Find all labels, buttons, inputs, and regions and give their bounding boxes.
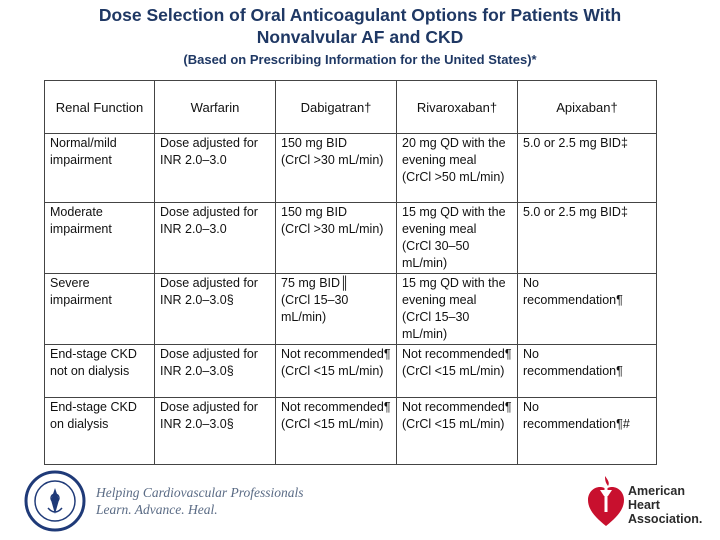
cell-apixaban: 5.0 or 2.5 mg BID‡ xyxy=(518,203,657,274)
title-line-2: Nonvalvular AF and CKD xyxy=(256,27,464,47)
dose-table xyxy=(44,80,657,465)
cell-dabigatran: Not recommended¶ (CrCl <15 mL/min) xyxy=(276,398,397,465)
aha-wordmark xyxy=(628,484,702,526)
acc-tagline-line-1: Helping Cardiovascular Professionals xyxy=(96,485,304,500)
cell-apixaban: No recommendation¶ xyxy=(518,274,657,345)
table-row xyxy=(45,398,657,465)
header-row xyxy=(45,81,657,134)
cell-rivaroxaban: 15 mg QD with the evening meal (CrCl 30–50 mL/min) xyxy=(397,203,518,274)
cell-warfarin: Dose adjusted for INR 2.0–3.0 xyxy=(155,203,276,274)
acc-tagline xyxy=(96,484,304,518)
cell-dabigatran: 75 mg BID║ (CrCl 15–30 mL/min) xyxy=(276,274,397,345)
cell-apixaban: 5.0 or 2.5 mg BID‡ xyxy=(518,134,657,203)
cell-warfarin: Dose adjusted for INR 2.0–3.0§ xyxy=(155,398,276,465)
header-apixaban: Apixaban† xyxy=(518,81,657,134)
acc-tagline-line-2: Learn. Advance. Heal. xyxy=(96,502,218,517)
aha-line-1: American xyxy=(628,484,685,498)
header-dabigatran: Dabigatran† xyxy=(276,81,397,134)
aha-line-2: Heart xyxy=(628,498,660,512)
cell-apixaban: No recommendation¶ xyxy=(518,345,657,398)
cell-rivaroxaban: 20 mg QD with the evening meal (CrCl >50 mL/min) xyxy=(397,134,518,203)
header-warfarin: Warfarin xyxy=(155,81,276,134)
cell-warfarin: Dose adjusted for INR 2.0–3.0§ xyxy=(155,274,276,345)
table-row xyxy=(45,345,657,398)
cell-dabigatran: 150 mg BID (CrCl >30 mL/min) xyxy=(276,203,397,274)
cell-rivaroxaban: Not recommended¶ (CrCl <15 mL/min) xyxy=(397,345,518,398)
header-rivaroxaban: Rivaroxaban† xyxy=(397,81,518,134)
slide-title xyxy=(0,4,720,48)
cell-warfarin: Dose adjusted for INR 2.0–3.0§ xyxy=(155,345,276,398)
cell-warfarin: Dose adjusted for INR 2.0–3.0 xyxy=(155,134,276,203)
cell-renal: Severe impairment xyxy=(45,274,155,345)
cell-renal: End-stage CKD on dialysis xyxy=(45,398,155,465)
footer xyxy=(0,462,720,540)
cell-dabigatran: Not recommended¶ (CrCl <15 mL/min) xyxy=(276,345,397,398)
cell-renal: Normal/mild impairment xyxy=(45,134,155,203)
cell-renal: Moderate impairment xyxy=(45,203,155,274)
table-row xyxy=(45,274,657,345)
acc-seal-icon xyxy=(24,470,86,537)
slide-subtitle: (Based on Prescribing Information for the United States)* xyxy=(183,52,537,67)
table-row xyxy=(45,203,657,274)
heart-torch-icon xyxy=(586,474,626,535)
title-line-1: Dose Selection of Oral Anticoagulant Options for Patients With xyxy=(98,5,622,25)
cell-rivaroxaban: 15 mg QD with the evening meal (CrCl 15–30 mL/min) xyxy=(397,274,518,345)
aha-line-3: Association. xyxy=(628,512,703,526)
header-renal-function: Renal Function xyxy=(45,81,155,134)
cell-apixaban: No recommendation¶# xyxy=(518,398,657,465)
cell-rivaroxaban: Not recommended¶ (CrCl <15 mL/min) xyxy=(397,398,518,465)
cell-dabigatran: 150 mg BID (CrCl >30 mL/min) xyxy=(276,134,397,203)
cell-renal: End-stage CKD not on dialysis xyxy=(45,345,155,398)
table-row xyxy=(45,134,657,203)
